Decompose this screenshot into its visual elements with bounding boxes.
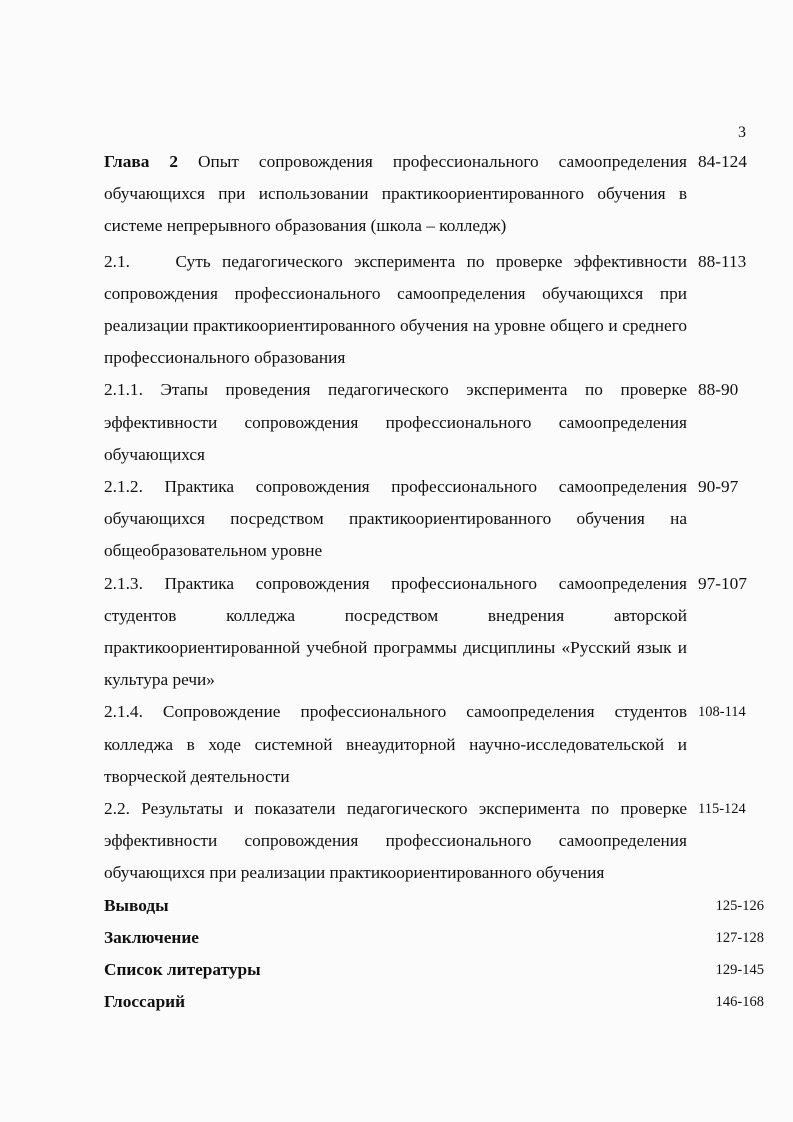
toc-entry-number: 2.1.3. [104,573,143,593]
page-number: 3 [738,124,746,141]
toc-entry-pages: 88-113 [698,251,747,271]
toc-entry-text [104,568,687,697]
toc-entry-number: 2.1.2. [104,477,143,497]
toc-entry-2-1-3 [104,568,764,697]
toc-entry-2-1-2 [104,471,764,568]
toc-entry-pages: 97-107 [698,573,747,593]
toc-entry-chapter-2 [104,146,764,243]
toc-entry-pages: 90-97 [698,477,739,497]
toc-entry-text [104,793,687,890]
toc-entry-number: 2.1. [104,251,130,271]
toc-entry-pages: 146-168 [715,994,764,1011]
toc-entry-2-1-1 [104,374,764,471]
toc-entry-pages: 84-124 [698,152,747,171]
table-of-contents [104,146,764,1018]
toc-entry-title: Заключение [104,927,199,947]
toc-entry-text [104,246,687,375]
toc-entry-title: Результаты и показатели педагогического эксперимента по проверке эффективности сопровождения профессионального самоопределения обучающихся при реализации практикоориентированного обучения [104,799,688,883]
toc-entry-text [104,696,687,793]
toc-entry-number: 2.2. [104,799,130,819]
toc-entry-title: Практика сопровождения профессионального самоопределения студентов колледжа посредством внедрения авторской практикоориентированной учебной программы дисциплины «Русский язык и культура речи» [104,573,687,690]
toc-entry-number: 2.1.4. [104,702,143,722]
toc-entry-title: Сопровождение профессионального самоопределения студентов колледжа в ходе системной внеаудиторной научно-исследовательской и творческой деятельности [104,702,687,786]
toc-entry-pages: 108-114 [698,704,746,721]
toc-entry-title: Глоссарий [104,992,186,1012]
toc-entry-conclusions [104,890,764,922]
toc-entry-text [104,374,687,471]
toc-entry-final-conclusion [104,922,764,954]
toc-entry-pages: 129-145 [715,962,764,979]
toc-entry-pages: 127-128 [715,929,764,946]
toc-entry-title: Выводы [104,895,169,915]
toc-entry-pages: 88-90 [698,380,739,400]
toc-entry-pages: 115-124 [698,801,746,818]
toc-entry-title: Этапы проведения педагогического эксперимента по проверке эффективности сопровождения профессионального самоопределения обучающихся [104,380,687,464]
toc-entry-pages: 125-126 [715,897,764,914]
chapter-title: Опыт сопровождения профессионального самоопределения обучающихся при использовании практикоориентированного обучения в системе непрерывного образования (школа – колледж) [104,152,687,236]
toc-entry-title: Суть педагогического эксперимента по проверке эффективности сопровождения профессионального самоопределения обучающихся при реализации практикоориентированного обучения на уровне общего и среднего профессионального образования [104,251,688,368]
toc-entry-number: 2.1.1. [104,380,143,400]
toc-entry-2-2 [104,793,764,890]
toc-entry-title: Список литературы [104,960,261,980]
toc-entry-title: Практика сопровождения профессионального самоопределения обучающихся посредством практикоориентированного обучения на общеобразовательном уровне [104,477,687,561]
toc-entry-text [104,471,687,568]
chapter-label: Глава 2 [104,152,178,171]
toc-entry-glossary [104,986,764,1018]
toc-entry-references [104,954,764,986]
toc-entry-text [104,146,687,243]
toc-entry-2-1-4 [104,696,764,793]
toc-entry-2-1 [104,246,764,375]
